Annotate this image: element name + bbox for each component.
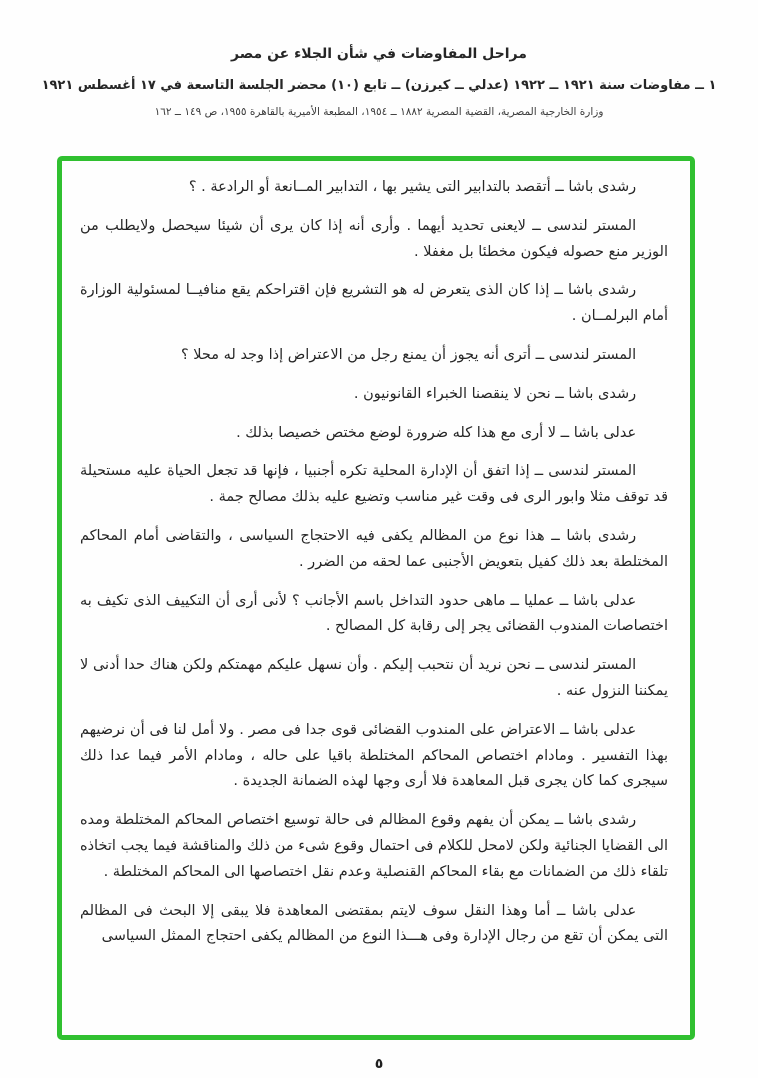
- header-subtitle: ١ ــ مفاوضات سنة ١٩٢١ ــ ١٩٢٢ (عدلي ــ كيرزن) ــ تابع (١٠) محضر الجلسة التاسعة في ١٧ أغسطس ١٩٢١: [41, 78, 717, 93]
- dialogue-container: [80, 175, 668, 950]
- speaker-name: رشدى باشا: [567, 282, 637, 299]
- speech-text: إذا كان الذى يتعرض له هو التشريع فإن اقتراحكم يقع منافيــا لمسئولية الوزارة أمام البرلمــان .: [80, 282, 668, 325]
- dash-separator: ــ: [530, 657, 549, 674]
- speaker-name: عدلى باشا: [573, 424, 637, 441]
- dialogue-paragraph: [80, 524, 668, 576]
- speaker-name: رشدى باشا: [568, 179, 637, 195]
- speaker-name: المستر لندسى: [548, 463, 637, 480]
- speaker-name: رشدى باشا: [568, 812, 637, 829]
- dash-separator: ــ: [529, 463, 549, 480]
- dialogue-paragraph: [80, 718, 668, 795]
- speech-text: نحن نريد أن نتحبب إليكم . وأن نسهل عليكم مهمتكم ولكن هناك حدا أدنى لا يمكننا النزول عنه .: [80, 657, 668, 699]
- speaker-name: عدلى باشا: [573, 721, 637, 738]
- speech-text: نحن لا ينقصنا الخبراء القانونيون .: [353, 385, 551, 402]
- speech-text: لا أرى مع هذا كله ضرورة لوضع مختص خصيصا بذلك .: [236, 424, 556, 441]
- dialogue-paragraph: [80, 808, 668, 885]
- speech-text: أما وهذا النقل سوف لايتم بمقتضى المعاهدة فلا يبقى إلا البحث فى المظالم التى يمكن أن تقع من رجال الإدارة وفى هـــذا النوع من المظالم يكفى احتجاج الممثل السياسى: [80, 902, 668, 945]
- dialogue-paragraph: [80, 278, 668, 330]
- document-header: [0, 0, 758, 118]
- speech-text: أتقصد بالتدابير التى يشير بها ، التدابير المــانعة أو الرادعة . ؟: [188, 179, 551, 195]
- dash-separator: ــ: [531, 346, 549, 363]
- dash-separator: ــ: [555, 424, 574, 441]
- speaker-name: المستر لندسى: [548, 346, 637, 363]
- speech-text: لايعنى تحديد أيهما . وأرى أنه إذا كان يرى أن شيئا سيحصل ولايطلب من الوزير منع حصوله فيكون مخطئا بل مغفلا .: [80, 217, 668, 260]
- speech-text: يمكن أن يفهم وقوع المظالم فى حالة توسيع اختصاص المحاكم المختلطة ومده الى القضايا الجنائية ولكن لامحل للكلام فى احتمال وقوع شىء من ذلك والمناقشة فيما يجب اتخاذه تلقاء ذلك من الضمانات مع بقاء المحاكم القنصلية وعدم نقل اختصاصها الى المحاكم المختلطة .: [80, 812, 668, 880]
- speech-text: هذا نوع من المظالم يكفى فيه الاحتجاج السياسى ، والتقاضى أمام المحاكم المختلطة بعد ذلك كفيل بتعويض الأجنبى عما لحقه من الضرر .: [80, 527, 668, 570]
- dialogue-paragraph: [80, 175, 668, 201]
- dialogue-paragraph: [80, 459, 668, 511]
- dialogue-paragraph: [80, 343, 668, 369]
- speech-text: عمليا ــ ماهى حدود التداخل باسم الأجانب ؟ لأنى أرى أن التكييف الذى تكيف به اختصاصات المندوب القضائى يجر إلى رقابة كل المصالح .: [80, 592, 668, 635]
- speaker-name: المستر لندسى: [548, 657, 637, 674]
- dash-separator: ــ: [550, 179, 569, 195]
- speaker-name: عدلى باشا: [571, 902, 637, 919]
- dash-separator: ــ: [525, 217, 548, 234]
- page-number: ٥: [374, 1056, 384, 1072]
- speaker-name: المستر لندسى: [547, 217, 637, 234]
- dash-separator: ــ: [554, 592, 574, 609]
- dash-separator: ــ: [550, 385, 569, 402]
- dialogue-paragraph: [80, 214, 668, 266]
- source-citation: وزارة الخارجية المصرية، القضية المصرية ١٨٨٢ ــ ١٩٥٤، المطبعة الأميرية بالقاهرة ١٩٥٥، ص ١٤٩ ــ ١٦٢: [154, 106, 604, 118]
- content-box: [57, 156, 695, 1040]
- dialogue-paragraph: [80, 653, 668, 705]
- dialogue-paragraph: [80, 589, 668, 641]
- dialogue-paragraph: [80, 421, 668, 447]
- page-title: مراحل المفاوضات في شأن الجلاء عن مصر: [231, 46, 527, 62]
- speaker-name: عدلى باشا: [573, 592, 637, 609]
- speech-text: الاعتراض على المندوب القضائى قوى جدا فى مصر . ولا أمل لنا فى أن نرضيهم بهذا التفسير . ومادام اختصاص المحاكم المختلطة باقيا على حاله ، ومادام الأمر فيما عدا ذلك سيجرى كما كان يجرى قبل المعاهدة فلا أرى وجها لهذه الضمانة الجديدة .: [80, 721, 668, 790]
- dash-separator: ــ: [555, 721, 574, 738]
- speaker-name: رشدى باشا: [566, 527, 637, 544]
- dialogue-paragraph: [80, 899, 668, 951]
- dash-separator: ــ: [544, 527, 567, 544]
- speech-text: أترى أنه يجوز أن يمنع رجل من الاعتراض إذا وجد له محلا ؟: [180, 346, 531, 363]
- dash-separator: ــ: [549, 282, 568, 299]
- speech-text: إذا اتفق أن الإدارة المحلية تكره أجنبيا ، فإنها قد تجعل الحياة عليه مستحيلة قد توقف مثلا وابور الرى فى وقت غير مناسب وتضيع عليه بذلك مصالح جمة .: [80, 463, 668, 506]
- speaker-name: رشدى باشا: [568, 385, 637, 402]
- dash-separator: ــ: [549, 812, 569, 829]
- dash-separator: ــ: [550, 902, 572, 919]
- dialogue-paragraph: [80, 382, 668, 408]
